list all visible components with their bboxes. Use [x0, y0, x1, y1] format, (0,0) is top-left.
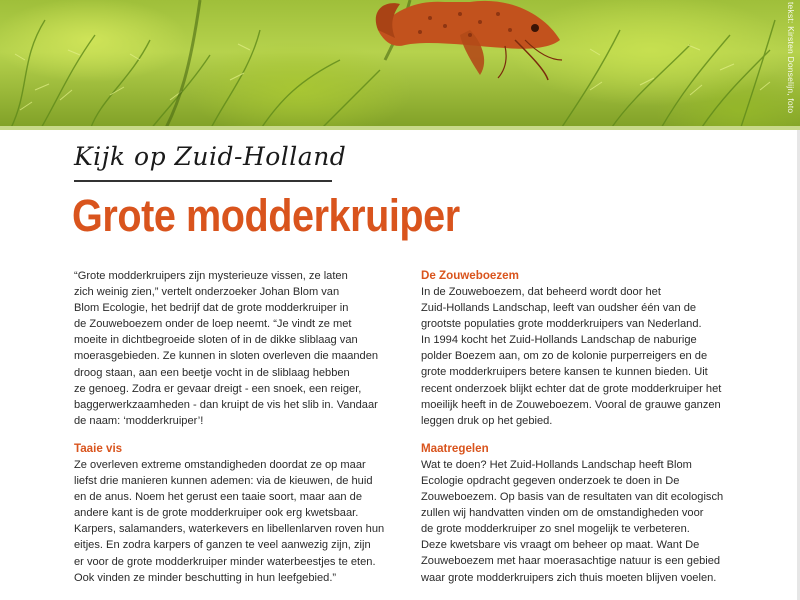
text-line: droog staan, aan een beetje vocht in de sliblaag hebben [74, 366, 350, 379]
text-line: ze genoeg. Zodra er gevaar dreigt - een snoek, een reiger, [74, 382, 362, 395]
text-line: moeite in dichtbegroeide sloten of in de dikke sliblaag van [74, 334, 358, 347]
text-line: de naam: ‘modderkruiper’! [74, 414, 204, 427]
intro-paragraph [74, 268, 404, 429]
loach-fish-icon [376, 1, 562, 80]
text-line: polder Boezem aan, om zo de kolonie purperreigers en de [421, 350, 708, 363]
text-line: Ook vinden ze minder beschutting in hun leefgebied.” [74, 571, 337, 584]
text-line: In 1994 kocht het Zuid-Hollands Landschap de naburige [421, 334, 697, 347]
text-line: de grote modderkruiper zo snel mogelijk te verbeteren. [421, 523, 690, 536]
text-line: In de Zouweboezem, dat beheerd wordt door het [421, 286, 661, 298]
text-line: zullen wij handvatten vinden om de omstandigheden voor [421, 507, 704, 520]
subheading-taaie-vis: Taaie vis [74, 441, 123, 455]
text-line: Zouweboezem met haar moerasachtige natuur is een gebied [421, 555, 721, 568]
text-line: en de anus. Noem het gerust een taaie soort, maar aan de [74, 491, 363, 504]
text-line: grote modderkruipers betere kansen te kunnen bieden. Uit [421, 366, 708, 379]
text-line: Ze overleven extreme omstandigheden doordat ze op maar [74, 458, 366, 471]
text-line: leggen druk op het gebied. [421, 414, 553, 427]
text-line: zich weinig zien,” vertelt onderzoeker Johan Blom van [74, 286, 340, 299]
text-line: waar grote modderkruipers zich thuis moeten blijven voelen. [421, 571, 717, 584]
text-line: Zuid-Hollands Landschap, leeft van oudsher één van de [421, 302, 697, 315]
text-line: andere kant is de grote modderkruiper ook erg kwetsbaar. [74, 507, 359, 520]
text-line: Ecologie opdracht gegeven onderzoek te doen in De [421, 474, 680, 487]
text-line: Wat te doen? Het Zuid-Hollands Landschap heeft Blom [421, 458, 692, 471]
subheading-zouweboezem: De Zouweboezem [421, 269, 519, 282]
maatregelen-paragraph [421, 457, 781, 586]
text-line: moeilijk heeft in de Zouweboezem. Vooral de grauwe ganzen [421, 398, 721, 411]
photo-bottom-edge [0, 126, 800, 130]
kicker-underline [74, 180, 332, 182]
section-kicker: Kijk op Zuid-Holland [74, 142, 347, 171]
right-column [421, 268, 781, 586]
text-line: de Zouweboezem onder de loep neemt. “Je vindt ze met [74, 318, 352, 331]
article-title: Grote modderkruiper [72, 190, 460, 241]
text-line: Karpers, salamanders, waterkevers en libellenlarven roven hun [74, 523, 385, 536]
text-line: baggerwerkzaamheden - dan kruipt de vis het slib in. Vandaar [74, 398, 378, 411]
photo-credit: tekst: Kirsten Donselijn, foto [786, 2, 796, 114]
text-line: liefst drie manieren kunnen ademen: via de kieuwen, de huid [74, 475, 373, 488]
subheading-maatregelen: Maatregelen [421, 441, 489, 455]
text-line: Deze kwetsbare vis vraagt om beheer op maat. Want De [421, 539, 700, 552]
header-photo [0, 0, 800, 130]
zouweboezem-paragraph [421, 284, 781, 429]
aquatic-plants-fish-illustration [0, 0, 800, 130]
text-line: er voor de grote modderkruiper minder waterbeestjes te eten. [74, 555, 376, 568]
text-line: recent onderzoek blijkt echter dat de grote modderkruiper het [421, 382, 722, 395]
text-line: moerasgebieden. Ze kunnen in sloten overleven die maanden [74, 350, 379, 363]
taaie-vis-paragraph [74, 457, 404, 586]
text-line: Blom Ecologie, het bedrijf dat de grote modderkruiper in [74, 302, 349, 315]
text-line: Zouweboezem. Op basis van de resultaten van dit ecologisch [421, 491, 724, 504]
text-line: grootste populaties grote modderkruipers van Nederland. [421, 318, 702, 331]
text-line: “Grote modderkruipers zijn mysterieuze vissen, ze laten [74, 270, 348, 282]
left-column [74, 268, 404, 586]
text-line: eitjes. En zodra karpers of ganzen te veel aanwezig zijn, zijn [74, 539, 371, 552]
